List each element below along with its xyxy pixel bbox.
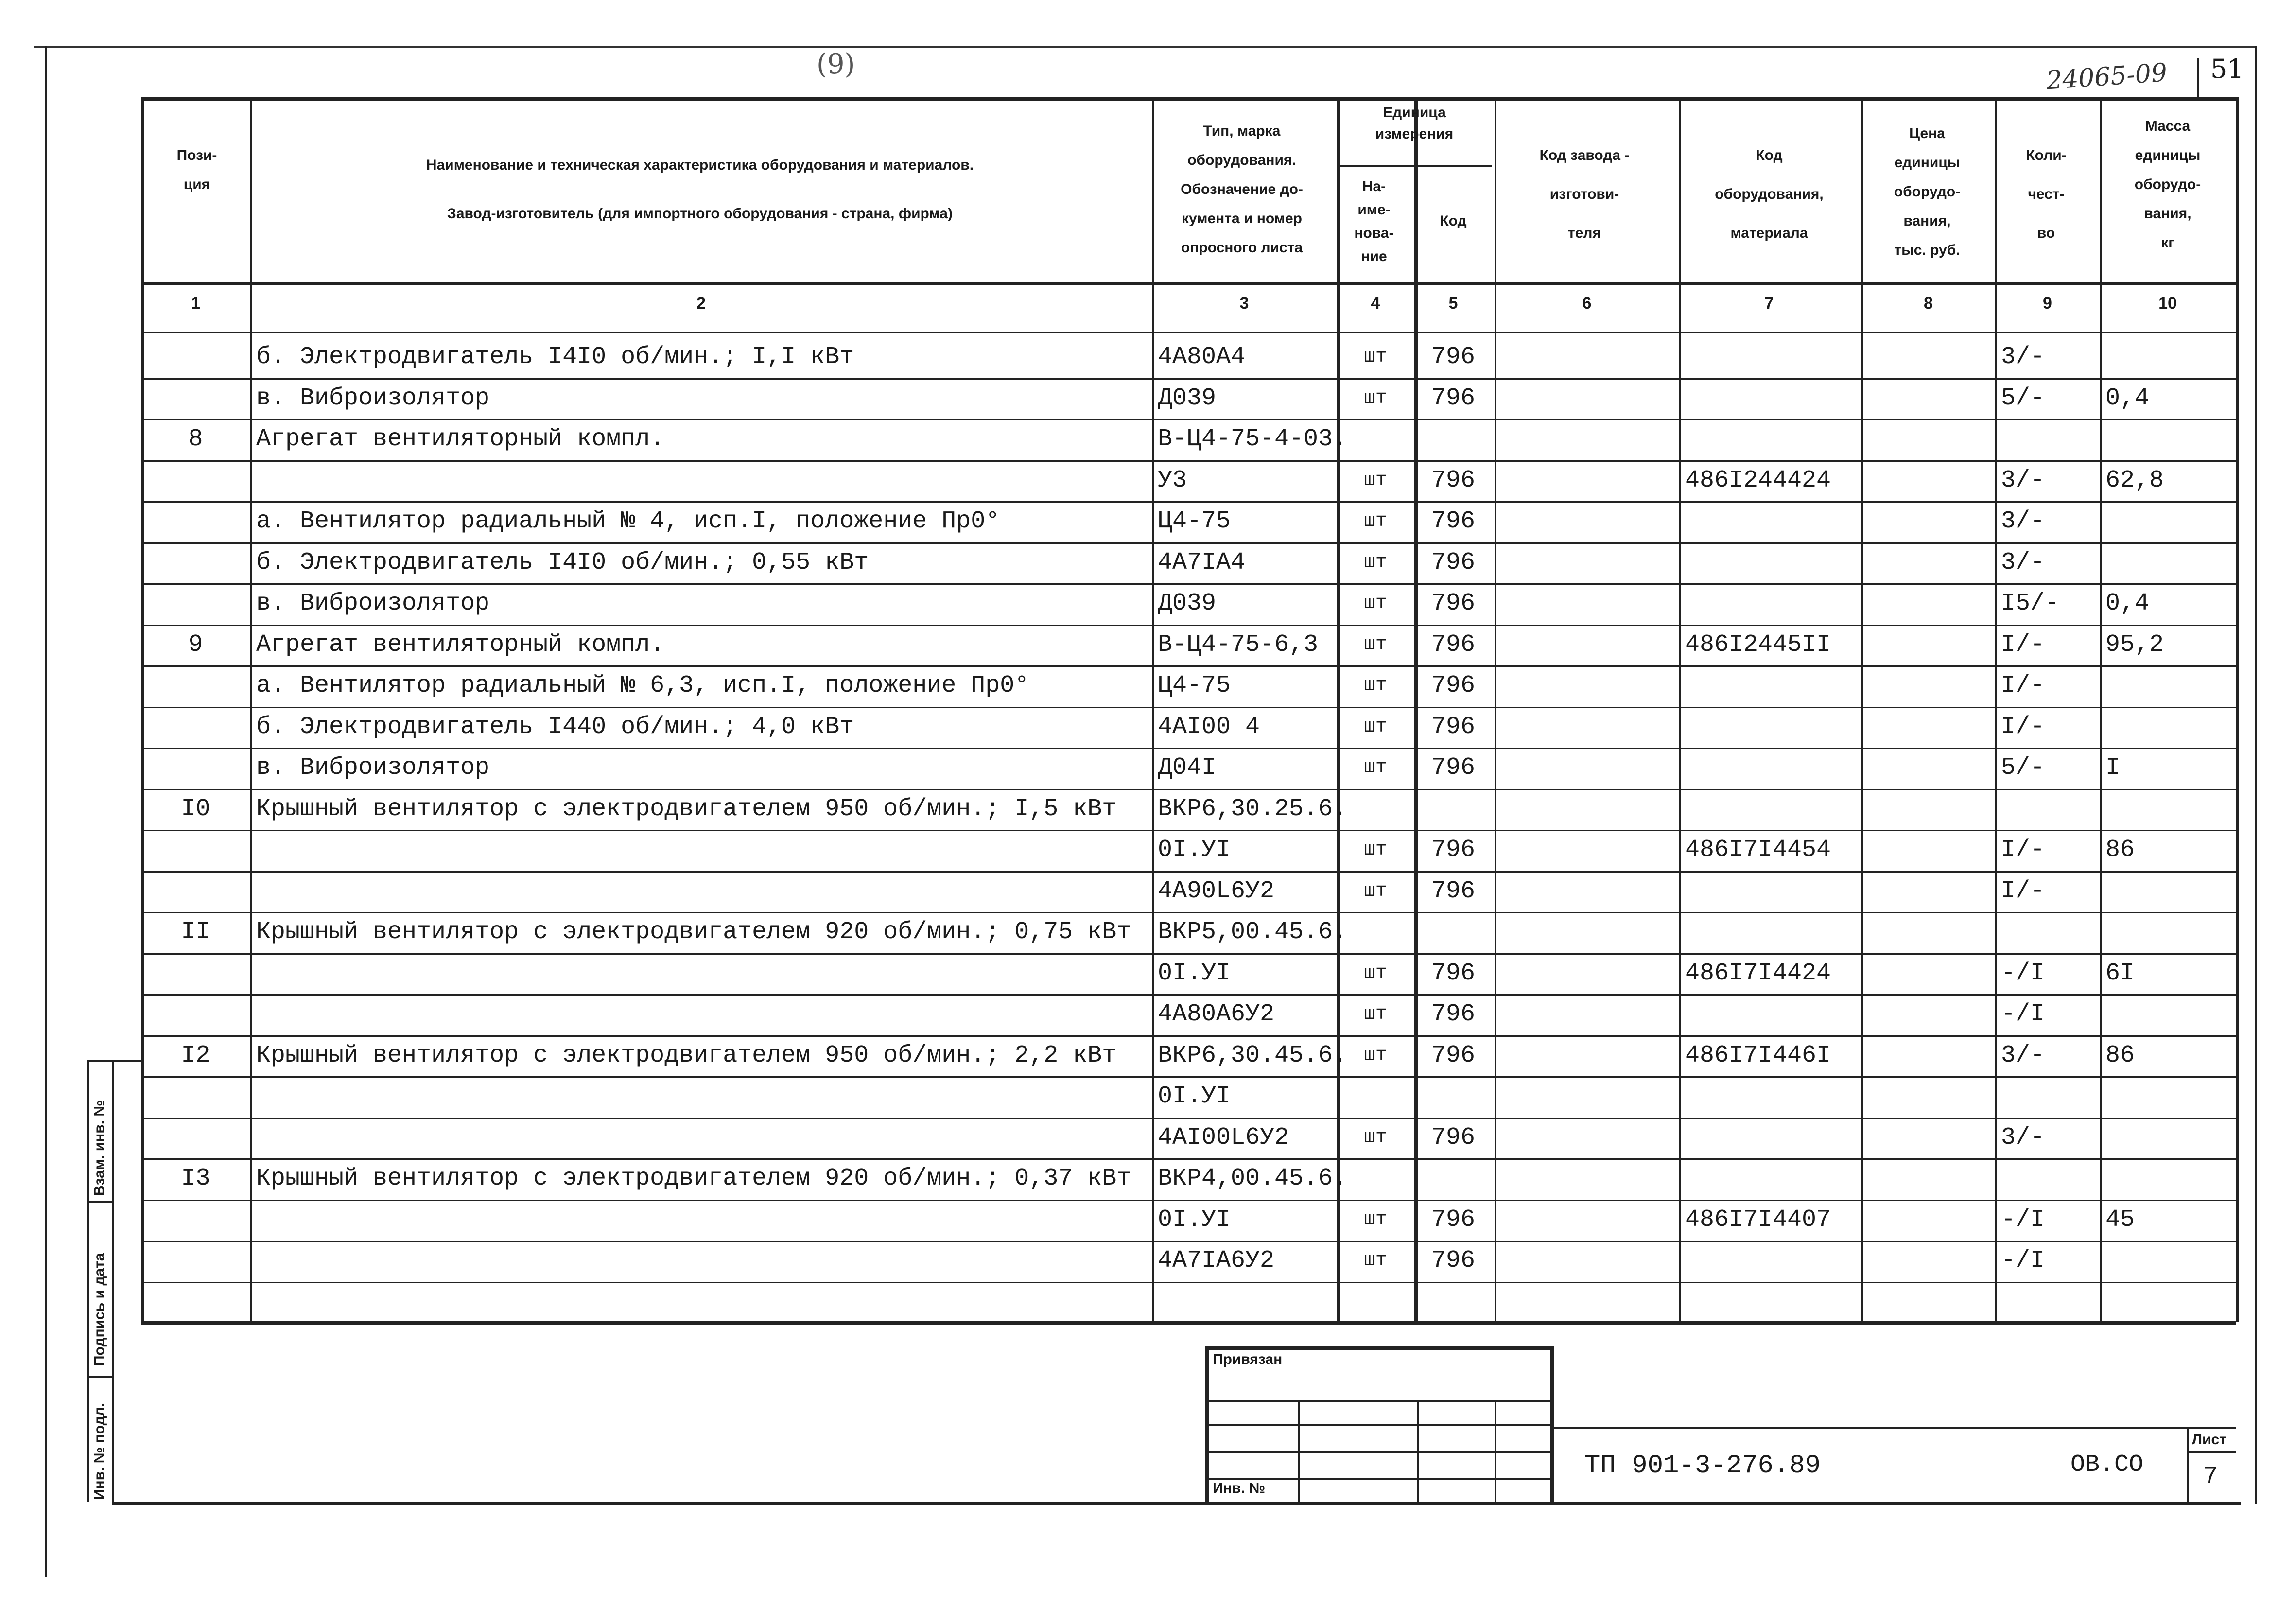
row-divider bbox=[141, 748, 2236, 749]
column-divider bbox=[1152, 97, 1154, 1322]
row-divider bbox=[141, 542, 2236, 544]
row-divider bbox=[141, 1118, 2236, 1119]
row-type: Ц4-75 bbox=[1158, 507, 1231, 535]
row-unit-code: 796 bbox=[1431, 343, 1475, 371]
row-divider bbox=[141, 419, 2236, 420]
row-divider bbox=[141, 501, 2236, 503]
margin-mark: (9) bbox=[817, 49, 855, 80]
row-type: 4A80A6У2 bbox=[1158, 1000, 1275, 1028]
row-quantity: 3/- bbox=[2001, 548, 2045, 577]
doc-number: 24065-09 bbox=[2045, 58, 2168, 96]
inv-label: Инв. № bbox=[1213, 1480, 1266, 1496]
header-quantity: Коли- чест- во bbox=[2026, 147, 2067, 241]
row-name: Крышный вентилятор с электродвигателем 950 об/мин.; 2,2 кВт bbox=[256, 1041, 1117, 1069]
column-divider bbox=[2100, 97, 2102, 1322]
row-unit-code: 796 bbox=[1431, 959, 1475, 987]
page-frame bbox=[34, 46, 2255, 48]
row-name: а. Вентилятор радиальный № 4, исп.I, положение Пр0° bbox=[256, 507, 1000, 535]
column-number: 9 bbox=[2043, 294, 2052, 313]
row-divider bbox=[141, 994, 2236, 996]
row-equipment-code: 486I7I4424 bbox=[1685, 959, 1831, 987]
row-quantity: -/I bbox=[2001, 1000, 2045, 1028]
sheet-number: 7 bbox=[2203, 1463, 2218, 1491]
row-type: 4A90L6У2 bbox=[1158, 877, 1275, 905]
row-divider bbox=[141, 625, 2236, 626]
row-divider bbox=[141, 1076, 2236, 1078]
row-type: В-Ц4-75-4-03. bbox=[1158, 425, 1348, 453]
row-name: Крышный вентилятор с электродвигателем 920 об/мин.; 0,75 кВт bbox=[256, 918, 1131, 946]
column-number: 2 bbox=[696, 294, 706, 313]
column-divider bbox=[1495, 97, 1496, 1322]
table-top bbox=[141, 97, 2236, 101]
column-number: 1 bbox=[191, 294, 200, 313]
row-quantity: -/I bbox=[2001, 1206, 2045, 1234]
row-divider bbox=[141, 707, 2236, 708]
row-quantity: I/- bbox=[2001, 713, 2045, 741]
row-unit-code: 796 bbox=[1431, 877, 1475, 905]
row-type: 0I.УI bbox=[1158, 959, 1231, 987]
side-label-replace: Взам. инв. № bbox=[91, 1100, 107, 1196]
row-quantity: 5/- bbox=[2001, 384, 2045, 412]
row-divider bbox=[141, 953, 2236, 955]
column-divider bbox=[2236, 97, 2239, 1322]
side-div-2 bbox=[87, 1376, 112, 1378]
row-type: 4A7IA6У2 bbox=[1158, 1247, 1275, 1275]
row-unit-code: 796 bbox=[1431, 713, 1475, 741]
row-quantity: -/I bbox=[2001, 1247, 2045, 1275]
row-position: 9 bbox=[188, 630, 203, 659]
row-unit: шт bbox=[1363, 716, 1387, 738]
row-unit-code: 796 bbox=[1431, 384, 1475, 412]
row-equipment-code: 486I244424 bbox=[1685, 466, 1831, 494]
row-divider bbox=[141, 1200, 2236, 1201]
row-quantity: I/- bbox=[2001, 630, 2045, 659]
row-position: II bbox=[181, 918, 210, 946]
row-mass: 0,4 bbox=[2105, 590, 2150, 617]
row-mass: 6I bbox=[2105, 959, 2135, 987]
side-stamp-mid bbox=[87, 1060, 89, 1502]
bound-label: Привязан bbox=[1213, 1351, 1283, 1367]
row-unit: шт bbox=[1363, 551, 1387, 574]
row-equipment-code: 486I7I446I bbox=[1685, 1041, 1831, 1069]
row-unit-code: 796 bbox=[1431, 754, 1475, 782]
row-unit: шт bbox=[1363, 1044, 1387, 1066]
row-type: ВКР6,30.25.6. bbox=[1158, 795, 1348, 823]
row-position: 8 bbox=[188, 425, 203, 453]
frame-bottom bbox=[112, 1502, 2241, 1505]
row-equipment-code: 486I2445II bbox=[1685, 630, 1831, 659]
column-divider bbox=[1995, 97, 1997, 1322]
page-number: 51 bbox=[2210, 53, 2244, 84]
row-type: В-Ц4-75-6,3 bbox=[1158, 630, 1319, 659]
row-mass: 0,4 bbox=[2105, 384, 2150, 412]
row-equipment-code: 486I7I4407 bbox=[1685, 1206, 1831, 1234]
row-divider bbox=[141, 789, 2236, 790]
row-type: У3 bbox=[1158, 466, 1187, 494]
row-type: 0I.УI bbox=[1158, 1206, 1231, 1234]
row-position: I0 bbox=[181, 795, 210, 823]
row-unit-code: 796 bbox=[1431, 1041, 1475, 1069]
row-type: Д04I bbox=[1158, 754, 1217, 782]
frame-left bbox=[45, 46, 47, 1577]
row-unit-code: 796 bbox=[1431, 1123, 1475, 1152]
row-type: Д039 bbox=[1158, 590, 1217, 617]
row-divider bbox=[141, 583, 2236, 585]
row-mass: I bbox=[2105, 754, 2121, 782]
row-name: Крышный вентилятор с электродвигателем 920 об/мин.; 0,37 кВт bbox=[256, 1165, 1131, 1192]
row-unit: шт bbox=[1363, 757, 1387, 779]
row-name: в. Виброизолятор bbox=[256, 384, 490, 412]
row-divider bbox=[141, 460, 2236, 462]
row-unit: шт bbox=[1363, 1003, 1387, 1025]
row-unit: шт bbox=[1363, 510, 1387, 532]
row-type: 4A80A4 bbox=[1158, 343, 1246, 371]
row-divider bbox=[141, 1241, 2236, 1242]
row-quantity: 3/- bbox=[2001, 1123, 2045, 1152]
row-quantity: 3/- bbox=[2001, 507, 2045, 535]
row-name: в. Виброизолятор bbox=[256, 590, 490, 617]
column-divider bbox=[1861, 97, 1863, 1322]
header-price: Цена единицы оборудо- вания, тыс. руб. bbox=[1894, 125, 1961, 258]
row-unit: шт bbox=[1363, 469, 1387, 491]
row-unit-code: 796 bbox=[1431, 466, 1475, 494]
header-name: Наименование и техническая характеристика оборудования и материалов. Завод-изготовитель (для импортного оборудования - страна, фирма) bbox=[426, 157, 974, 222]
row-divider bbox=[141, 1282, 2236, 1283]
header-bottom bbox=[141, 282, 2236, 285]
row-type: ВКР5,00.45.6. bbox=[1158, 918, 1348, 946]
row-unit-code: 796 bbox=[1431, 1247, 1475, 1275]
row-unit: шт bbox=[1363, 1250, 1387, 1272]
unit-divider bbox=[1337, 165, 1492, 167]
column-number: 7 bbox=[1764, 294, 1774, 313]
doc-code: ОВ.СО bbox=[2070, 1451, 2144, 1479]
row-equipment-code: 486I7I4454 bbox=[1685, 836, 1831, 864]
row-unit-code: 796 bbox=[1431, 1000, 1475, 1028]
row-divider bbox=[141, 1035, 2236, 1037]
row-mass: 86 bbox=[2105, 1041, 2135, 1069]
row-position: I2 bbox=[181, 1041, 210, 1069]
row-type: Ц4-75 bbox=[1158, 672, 1231, 699]
side-top bbox=[87, 1060, 141, 1062]
row-mass: 45 bbox=[2105, 1206, 2135, 1234]
row-name: в. Виброизолятор bbox=[256, 754, 490, 782]
header-mass: Масса единицы оборудо- вания, кг bbox=[2134, 118, 2201, 251]
row-type: 4AI00L6У2 bbox=[1158, 1123, 1289, 1152]
row-unit-code: 796 bbox=[1431, 1206, 1475, 1234]
column-number: 10 bbox=[2158, 294, 2177, 313]
row-unit: шт bbox=[1363, 593, 1387, 614]
row-unit-code: 796 bbox=[1431, 836, 1475, 864]
side-label-sign: Подпись и дата bbox=[91, 1253, 107, 1366]
row-name: Агрегат вентиляторный компл. bbox=[256, 630, 665, 659]
header-equipment-code: Код оборудования, материала bbox=[1715, 147, 1824, 241]
row-quantity: I/- bbox=[2001, 836, 2045, 864]
header-unit-name: На- име- нова- ние bbox=[1354, 178, 1394, 264]
row-unit: шт bbox=[1363, 633, 1387, 656]
row-type: ВКР6,30.45.6. bbox=[1158, 1041, 1348, 1069]
header-type: Тип, марка оборудования. Обозначение до- кумента и номер опросного листа bbox=[1181, 123, 1303, 256]
row-quantity: 3/- bbox=[2001, 343, 2045, 371]
row-divider bbox=[141, 665, 2236, 667]
column-divider bbox=[250, 97, 252, 1322]
column-number: 5 bbox=[1448, 294, 1458, 313]
row-type: Д039 bbox=[1158, 384, 1217, 412]
row-divider bbox=[141, 378, 2236, 380]
row-quantity: I/- bbox=[2001, 672, 2045, 699]
row-divider bbox=[141, 912, 2236, 913]
row-unit: шт bbox=[1363, 962, 1387, 984]
row-type: 0I.УI bbox=[1158, 836, 1231, 864]
header-unit-code: Код bbox=[1440, 213, 1467, 229]
table-bottom bbox=[141, 1321, 2236, 1325]
row-unit-code: 796 bbox=[1431, 590, 1475, 617]
row-position: I3 bbox=[181, 1165, 210, 1192]
column-number: 6 bbox=[1582, 294, 1592, 313]
row-name: б. Электродвигатель I440 об/мин.; 4,0 кВт bbox=[256, 713, 854, 741]
row-quantity: I5/- bbox=[2001, 590, 2060, 617]
column-number: 4 bbox=[1371, 294, 1380, 313]
row-name: а. Вентилятор радиальный № 6,3, исп.I, положение Пр0° bbox=[256, 672, 1029, 699]
row-quantity: I/- bbox=[2001, 877, 2045, 905]
frame-right-top bbox=[2197, 58, 2199, 97]
row-unit: шт bbox=[1363, 839, 1387, 861]
side-stamp-right bbox=[112, 1060, 114, 1502]
row-quantity: 3/- bbox=[2001, 466, 2045, 494]
row-unit: шт bbox=[1363, 1208, 1387, 1231]
side-label-inv: Инв. № подл. bbox=[91, 1402, 107, 1500]
row-mass: 86 bbox=[2105, 836, 2135, 864]
column-number: 8 bbox=[1924, 294, 1933, 313]
row-type: 0I.УI bbox=[1158, 1083, 1231, 1110]
row-type: 4AI00 4 bbox=[1158, 713, 1260, 741]
column-divider bbox=[141, 97, 144, 1322]
colnum-bottom bbox=[141, 332, 2236, 333]
row-mass: 62,8 bbox=[2105, 466, 2164, 494]
row-type: ВКР4,00.45.6. bbox=[1158, 1165, 1348, 1192]
row-unit: шт bbox=[1363, 880, 1387, 902]
column-divider bbox=[1679, 97, 1681, 1322]
row-unit-code: 796 bbox=[1431, 630, 1475, 659]
header-factory-code: Код завода - изготови- теля bbox=[1539, 147, 1630, 241]
header-unit: Единица измерения bbox=[1375, 105, 1454, 142]
row-unit: шт bbox=[1363, 675, 1387, 697]
row-quantity: 5/- bbox=[2001, 754, 2045, 782]
row-divider bbox=[141, 830, 2236, 831]
row-unit: шт bbox=[1363, 387, 1387, 409]
row-mass: 95,2 bbox=[2105, 630, 2164, 659]
row-divider bbox=[141, 1158, 2236, 1160]
row-unit-code: 796 bbox=[1431, 672, 1475, 699]
sheet-label: Лист bbox=[2192, 1432, 2226, 1448]
frame-right bbox=[2255, 46, 2257, 1504]
row-name: б. Электродвигатель I4I0 об/мин.; 0,55 кВт bbox=[256, 548, 869, 577]
row-quantity: 3/- bbox=[2001, 1041, 2045, 1069]
row-unit: шт bbox=[1363, 1126, 1387, 1149]
row-name: Крышный вентилятор с электродвигателем 950 об/мин.; I,5 кВт bbox=[256, 795, 1117, 823]
row-name: Агрегат вентиляторный компл. bbox=[256, 425, 665, 453]
header-position: Пози- ция bbox=[176, 147, 217, 192]
side-div-1 bbox=[87, 1201, 112, 1203]
project-code: ТП 901-3-276.89 bbox=[1584, 1451, 1821, 1481]
row-unit: шт bbox=[1363, 346, 1387, 368]
column-number: 3 bbox=[1239, 294, 1249, 313]
row-type: 4A7IA4 bbox=[1158, 548, 1246, 577]
row-unit-code: 796 bbox=[1431, 507, 1475, 535]
row-unit-code: 796 bbox=[1431, 548, 1475, 577]
row-quantity: -/I bbox=[2001, 959, 2045, 987]
row-name: б. Электродвигатель I4I0 об/мин.; I,I кВт bbox=[256, 343, 854, 371]
row-divider bbox=[141, 871, 2236, 873]
